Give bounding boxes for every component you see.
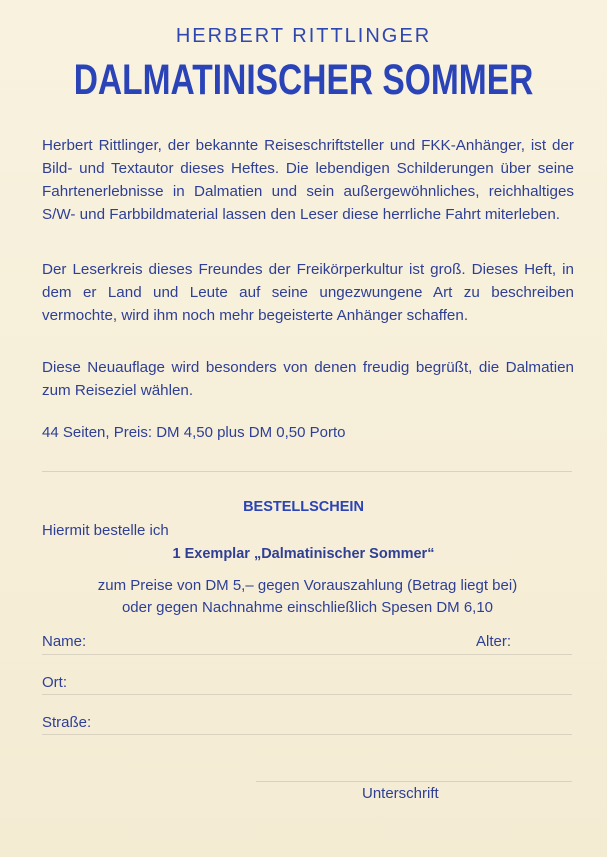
order-item: 1 Exemplar „Dalmatinischer Sommer“ — [172, 546, 435, 562]
order-terms-line-2: oder gegen Nachnahme einschließlich Spesen DM 6,10 — [121, 599, 494, 616]
order-terms-line-1: zum Preise von DM 5,– gegen Vorauszahlung (Betrag liegt bei) — [97, 577, 518, 594]
description-paragraph-3: Diese Neuauflage wird besonders von denen freudig begrüßt, die Dalmatien zum Reiseziel wählen. — [42, 359, 574, 399]
description-paragraph-2: Der Leserkreis dieses Freundes der Freikörperkultur ist groß. Dieses Heft, in dem er Land und Leute auf seine ungezwungene Art zu beschreiben vermochte, wird ihm noch mehr begeisterte Anhänger schaffen. — [42, 261, 574, 324]
street-field-label: Straße: — [42, 714, 92, 731]
name-field-line[interactable] — [42, 654, 572, 655]
street-field-line[interactable] — [42, 734, 572, 735]
order-form-heading: BESTELLSCHEIN — [243, 499, 364, 515]
book-title: DALMATINISCHER SOMMER — [73, 56, 534, 104]
city-field-label: Ort: — [42, 674, 67, 691]
section-divider — [42, 471, 572, 472]
order-intro: Hiermit bestelle ich — [42, 522, 169, 539]
city-field-line[interactable] — [42, 694, 572, 695]
signature-label: Unterschrift — [362, 785, 439, 802]
name-field-label: Name: — [42, 633, 87, 650]
order-terms — [0, 575, 607, 619]
author-name: HERBERT RITTLINGER — [175, 25, 432, 47]
description-paragraph-1: Herbert Rittlinger, der bekannte Reiseschriftsteller und FKK-Anhänger, ist der Bild- und Textautor dieses Heftes. Die lebendigen Schilderungen über seine Fahrtenerlebnisse in Dalmatien und sein außergewöhnliches, reichhaltiges S/W- und Farbbildmaterial lassen den Leser diese herrliche Fahrt miterleben. — [42, 137, 574, 223]
price-info: 44 Seiten, Preis: DM 4,50 plus DM 0,50 Porto — [42, 424, 346, 441]
signature-line[interactable] — [256, 781, 572, 782]
age-field-label: Alter: — [476, 633, 512, 650]
